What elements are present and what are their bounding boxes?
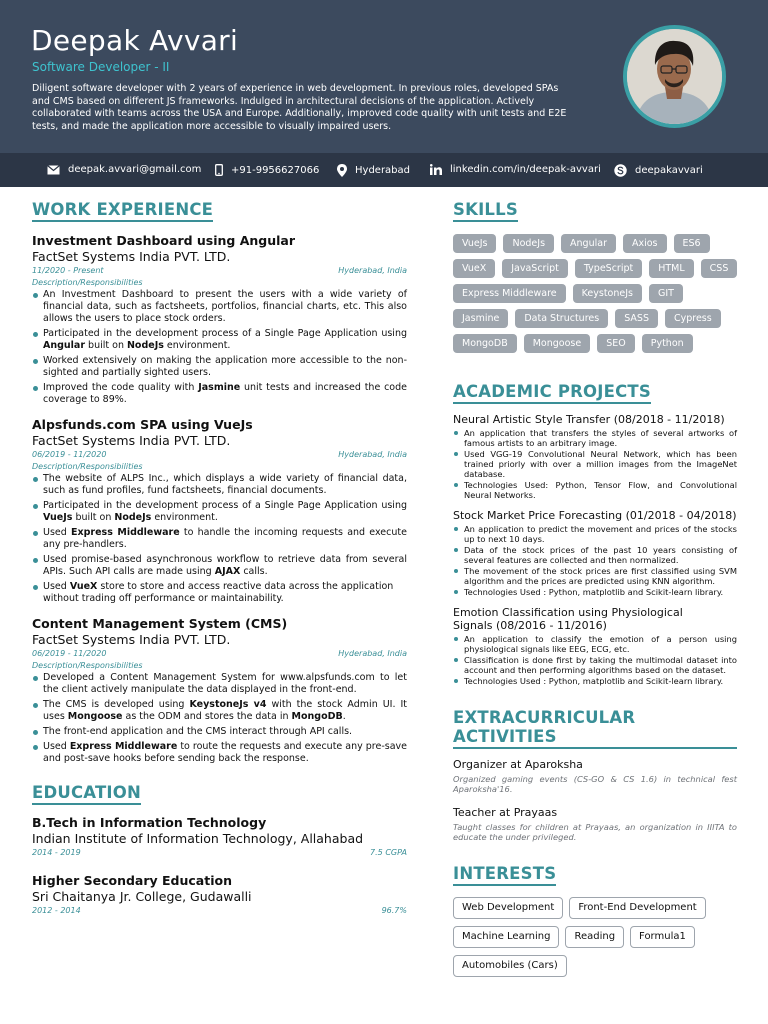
list-item: Improved the code quality with Jasmine unit tests and increased the code coverage to 89%.	[32, 382, 407, 406]
skill-tag: Angular	[561, 234, 616, 253]
person-avatar-icon	[627, 29, 722, 124]
education-heading: EDUCATION	[32, 783, 141, 805]
activity-entry	[453, 758, 737, 794]
skill-tag: KeystoneJs	[573, 284, 642, 303]
skill-tag: VueJs	[453, 234, 496, 253]
skill-tag: JavaScript	[502, 259, 568, 278]
skill-tag: CSS	[701, 259, 738, 278]
education-dates: 2014 - 2019	[32, 848, 81, 857]
skill-tag: Cypress	[665, 309, 721, 328]
job-meta	[32, 450, 407, 459]
list-item: Used VueX store to store and access reactive data across the application without trading off performance or maintainability.	[32, 581, 407, 605]
list-item: Developed a Content Management System for www.alpsfunds.com to let the client actively manipulate the data displayed in the front-end.	[32, 672, 407, 696]
skill-tag: Jasmine	[453, 309, 508, 328]
location-text: Hyderabad	[355, 165, 410, 176]
list-item: Data of the stock prices of the past 10 years consisting of several features are collected and then normalized.	[453, 545, 737, 565]
job-title: Content Management System (CMS)	[32, 616, 288, 631]
work-experience-heading: WORK EXPERIENCE	[32, 200, 213, 222]
list-item: Used Express Middleware to handle the incoming requests and execute any pre-handlers.	[32, 527, 407, 551]
job-title: Investment Dashboard using Angular	[32, 233, 296, 248]
list-item: Used promise-based asynchronous workflow to retrieve data from several APIs. Such API calls are made using AJAX calls.	[32, 554, 407, 578]
skill-tag: Python	[642, 334, 693, 353]
job-entry	[32, 417, 407, 605]
project-bullets	[453, 428, 737, 500]
list-item: Participated in the development process of a Single Page Application using VueJs built on NodeJs environment.	[32, 500, 407, 524]
list-item: An application to predict the movement and prices of the stocks up to next 10 days.	[453, 524, 737, 544]
education-meta	[32, 848, 407, 857]
list-item: Participated in the development process of a Single Page Application using Angular built on NodeJs environment.	[32, 328, 407, 352]
list-item: The website of ALPS Inc., which displays a wide variety of financial data, such as fund profiles, fund factsheets, financial documents.	[32, 473, 407, 497]
education-entry	[32, 815, 407, 857]
interest-tag: Formula1	[630, 926, 695, 948]
activity-title: Teacher at Prayaas	[453, 806, 558, 819]
school: Indian Institute of Information Technology, Allahabad	[32, 831, 364, 846]
interest-tag: Machine Learning	[453, 926, 559, 948]
list-item: Used Express Middleware to route the requests and execute any pre-save and post-save hooks before sending back the response.	[32, 741, 407, 765]
education-score: 7.5 CGPA	[370, 848, 407, 857]
project-entry	[453, 509, 737, 597]
project-title: Emotion Classification using Physiological Signals (08/2016 - 11/2016)	[453, 606, 683, 632]
list-item: Technologies Used : Python, matplotlib and Scikit-learn library.	[453, 676, 737, 686]
job-company: FactSet Systems India PVT. LTD.	[32, 249, 231, 264]
education-score: 96.7%	[381, 906, 407, 915]
skill-tag: ES6	[674, 234, 710, 253]
right-column	[453, 200, 737, 977]
job-entry	[32, 233, 407, 406]
job-bullets	[32, 473, 407, 605]
skill-tag: Mongoose	[524, 334, 590, 353]
list-item: Classification is done first by taking the multimodal dataset into account and then performing algorithms based on the dataset.	[453, 655, 737, 675]
skype-text: deepakavvari	[635, 165, 703, 176]
list-item: The CMS is developed using KeystoneJs v4 with the stock Admin UI. It uses Mongoose as the ODM and stores the data in MongoDB.	[32, 699, 407, 723]
skill-tag: Data Structures	[515, 309, 608, 328]
skill-tag: SASS	[615, 309, 658, 328]
project-entry	[453, 413, 737, 500]
degree: Higher Secondary Education	[32, 873, 232, 888]
linkedin-text: linkedin.com/in/deepak-avvari	[450, 164, 601, 175]
list-item: An Investment Dashboard to present the users with a wide variety of financial data, such as factsheets, portfolios, financial charts, etc. This also allows the users to place stock orders.	[32, 289, 407, 325]
profile-photo	[623, 25, 726, 128]
skill-tag: HTML	[649, 259, 693, 278]
list-item: The movement of the stock prices are first classified using SVM algorithm and the prices are predicted using KNN algorithm.	[453, 566, 737, 586]
location-pin-icon	[337, 164, 347, 177]
list-item: An application to classify the emotion of a person using physiological signals like EEG, ECG, etc.	[453, 634, 737, 654]
candidate-role: Software Developer - II	[32, 60, 170, 74]
phone-text: +91-9956627066	[231, 164, 320, 176]
contact-email[interactable]	[47, 164, 201, 175]
list-item: Worked extensively on making the application more accessible to the non-sighted and partially sighted users.	[32, 355, 407, 379]
skill-tag: NodeJs	[503, 234, 554, 253]
job-dates: 06/2019 - 11/2020	[32, 649, 107, 658]
skype-icon	[614, 164, 627, 177]
email-text: deepak.avvari@gmail.com	[68, 164, 202, 175]
skill-tag: Express Middleware	[453, 284, 566, 303]
job-company: FactSet Systems India PVT. LTD.	[32, 632, 231, 647]
list-item: The front-end application and the CMS interact through API calls.	[32, 726, 407, 738]
school: Sri Chaitanya Jr. College, Gudawalli	[32, 889, 252, 904]
job-resp-label: Description/Responsibilities	[32, 661, 143, 670]
skill-tag: MongoDB	[453, 334, 517, 353]
job-location: Hyderabad, India	[338, 649, 407, 658]
interest-tag: Web Development	[453, 897, 563, 919]
resume-header	[0, 0, 768, 153]
education-entry	[32, 873, 407, 915]
education-meta	[32, 906, 407, 915]
left-column	[32, 200, 407, 915]
summary-text: Diligent software developer with 2 years of experience in web development. In previous roles, developed SPAs and CMS based on different JS frameworks. Indulged in architectural decisions of the application. Actively collaborated with teams across the USA and Europe. Additionally, improved code quality with unit tests and E2E tests, and made the application more accessible to visually impaired users.	[32, 83, 567, 132]
job-meta	[32, 649, 407, 658]
project-bullets	[453, 524, 737, 597]
job-location: Hyderabad, India	[338, 450, 407, 459]
job-title: Alpsfunds.com SPA using VueJs	[32, 417, 253, 432]
skill-tag: TypeScript	[575, 259, 642, 278]
project-bullets	[453, 634, 737, 686]
contact-bar	[0, 153, 768, 187]
contact-phone[interactable]	[215, 164, 319, 176]
job-dates: 06/2019 - 11/2020	[32, 450, 107, 459]
job-dates: 11/2020 - Present	[32, 266, 104, 275]
activity-desc: Organized gaming events (CS-GO & CS 1.6) in technical fest Aparoksha'16.	[453, 774, 737, 794]
linkedin-icon	[430, 164, 442, 175]
skill-tag: VueX	[453, 259, 495, 278]
job-location: Hyderabad, India	[338, 266, 407, 275]
activity-entry	[453, 806, 737, 842]
activity-desc: Taught classes for children at Prayaas, an organization in IIITA to educate the under privileged.	[453, 822, 737, 842]
list-item: Technologies Used : Python, matplotlib and Scikit-learn library.	[453, 587, 737, 597]
skills-heading: SKILLS	[453, 200, 518, 222]
job-entry	[32, 616, 407, 765]
job-resp-label: Description/Responsibilities	[32, 278, 143, 287]
project-title: Neural Artistic Style Transfer (08/2018 - 11/2018)	[453, 413, 725, 426]
interest-tag: Front-End Development	[569, 897, 705, 919]
list-item: An application that transfers the styles of several artworks of famous artists to an arbitrary image.	[453, 428, 737, 448]
interest-tag: Automobiles (Cars)	[453, 955, 567, 977]
projects-heading: ACADEMIC PROJECTS	[453, 382, 651, 404]
job-bullets	[32, 672, 407, 765]
candidate-name: Deepak Avvari	[31, 24, 239, 57]
envelope-icon	[47, 165, 60, 175]
skills-list	[453, 234, 743, 353]
activity-title: Organizer at Aparoksha	[453, 758, 583, 771]
contact-location	[337, 164, 410, 177]
education-dates: 2012 - 2014	[32, 906, 81, 915]
skill-tag: GIT	[649, 284, 683, 303]
skill-tag: Axios	[623, 234, 667, 253]
interests-list	[453, 897, 743, 977]
project-title: Stock Market Price Forecasting (01/2018 - 04/2018)	[453, 509, 737, 522]
contact-skype[interactable]	[614, 164, 703, 177]
job-resp-label: Description/Responsibilities	[32, 462, 143, 471]
job-bullets	[32, 289, 407, 406]
activities-heading: EXTRACURRICULAR ACTIVITIES	[453, 708, 737, 749]
phone-icon	[215, 164, 223, 176]
job-meta	[32, 266, 407, 275]
job-company: FactSet Systems India PVT. LTD.	[32, 433, 231, 448]
interest-tag: Reading	[565, 926, 624, 948]
list-item: Used VGG-19 Convolutional Neural Network, which has been trained priorly with over a million images from the ImageNet database.	[453, 449, 737, 479]
skill-tag: SEO	[597, 334, 635, 353]
contact-linkedin[interactable]	[430, 164, 601, 175]
interests-heading: INTERESTS	[453, 864, 556, 886]
project-entry	[453, 606, 737, 686]
list-item: Technologies Used: Python, Tensor Flow, and Convolutional Neural Networks.	[453, 480, 737, 500]
degree: B.Tech in Information Technology	[32, 815, 267, 830]
